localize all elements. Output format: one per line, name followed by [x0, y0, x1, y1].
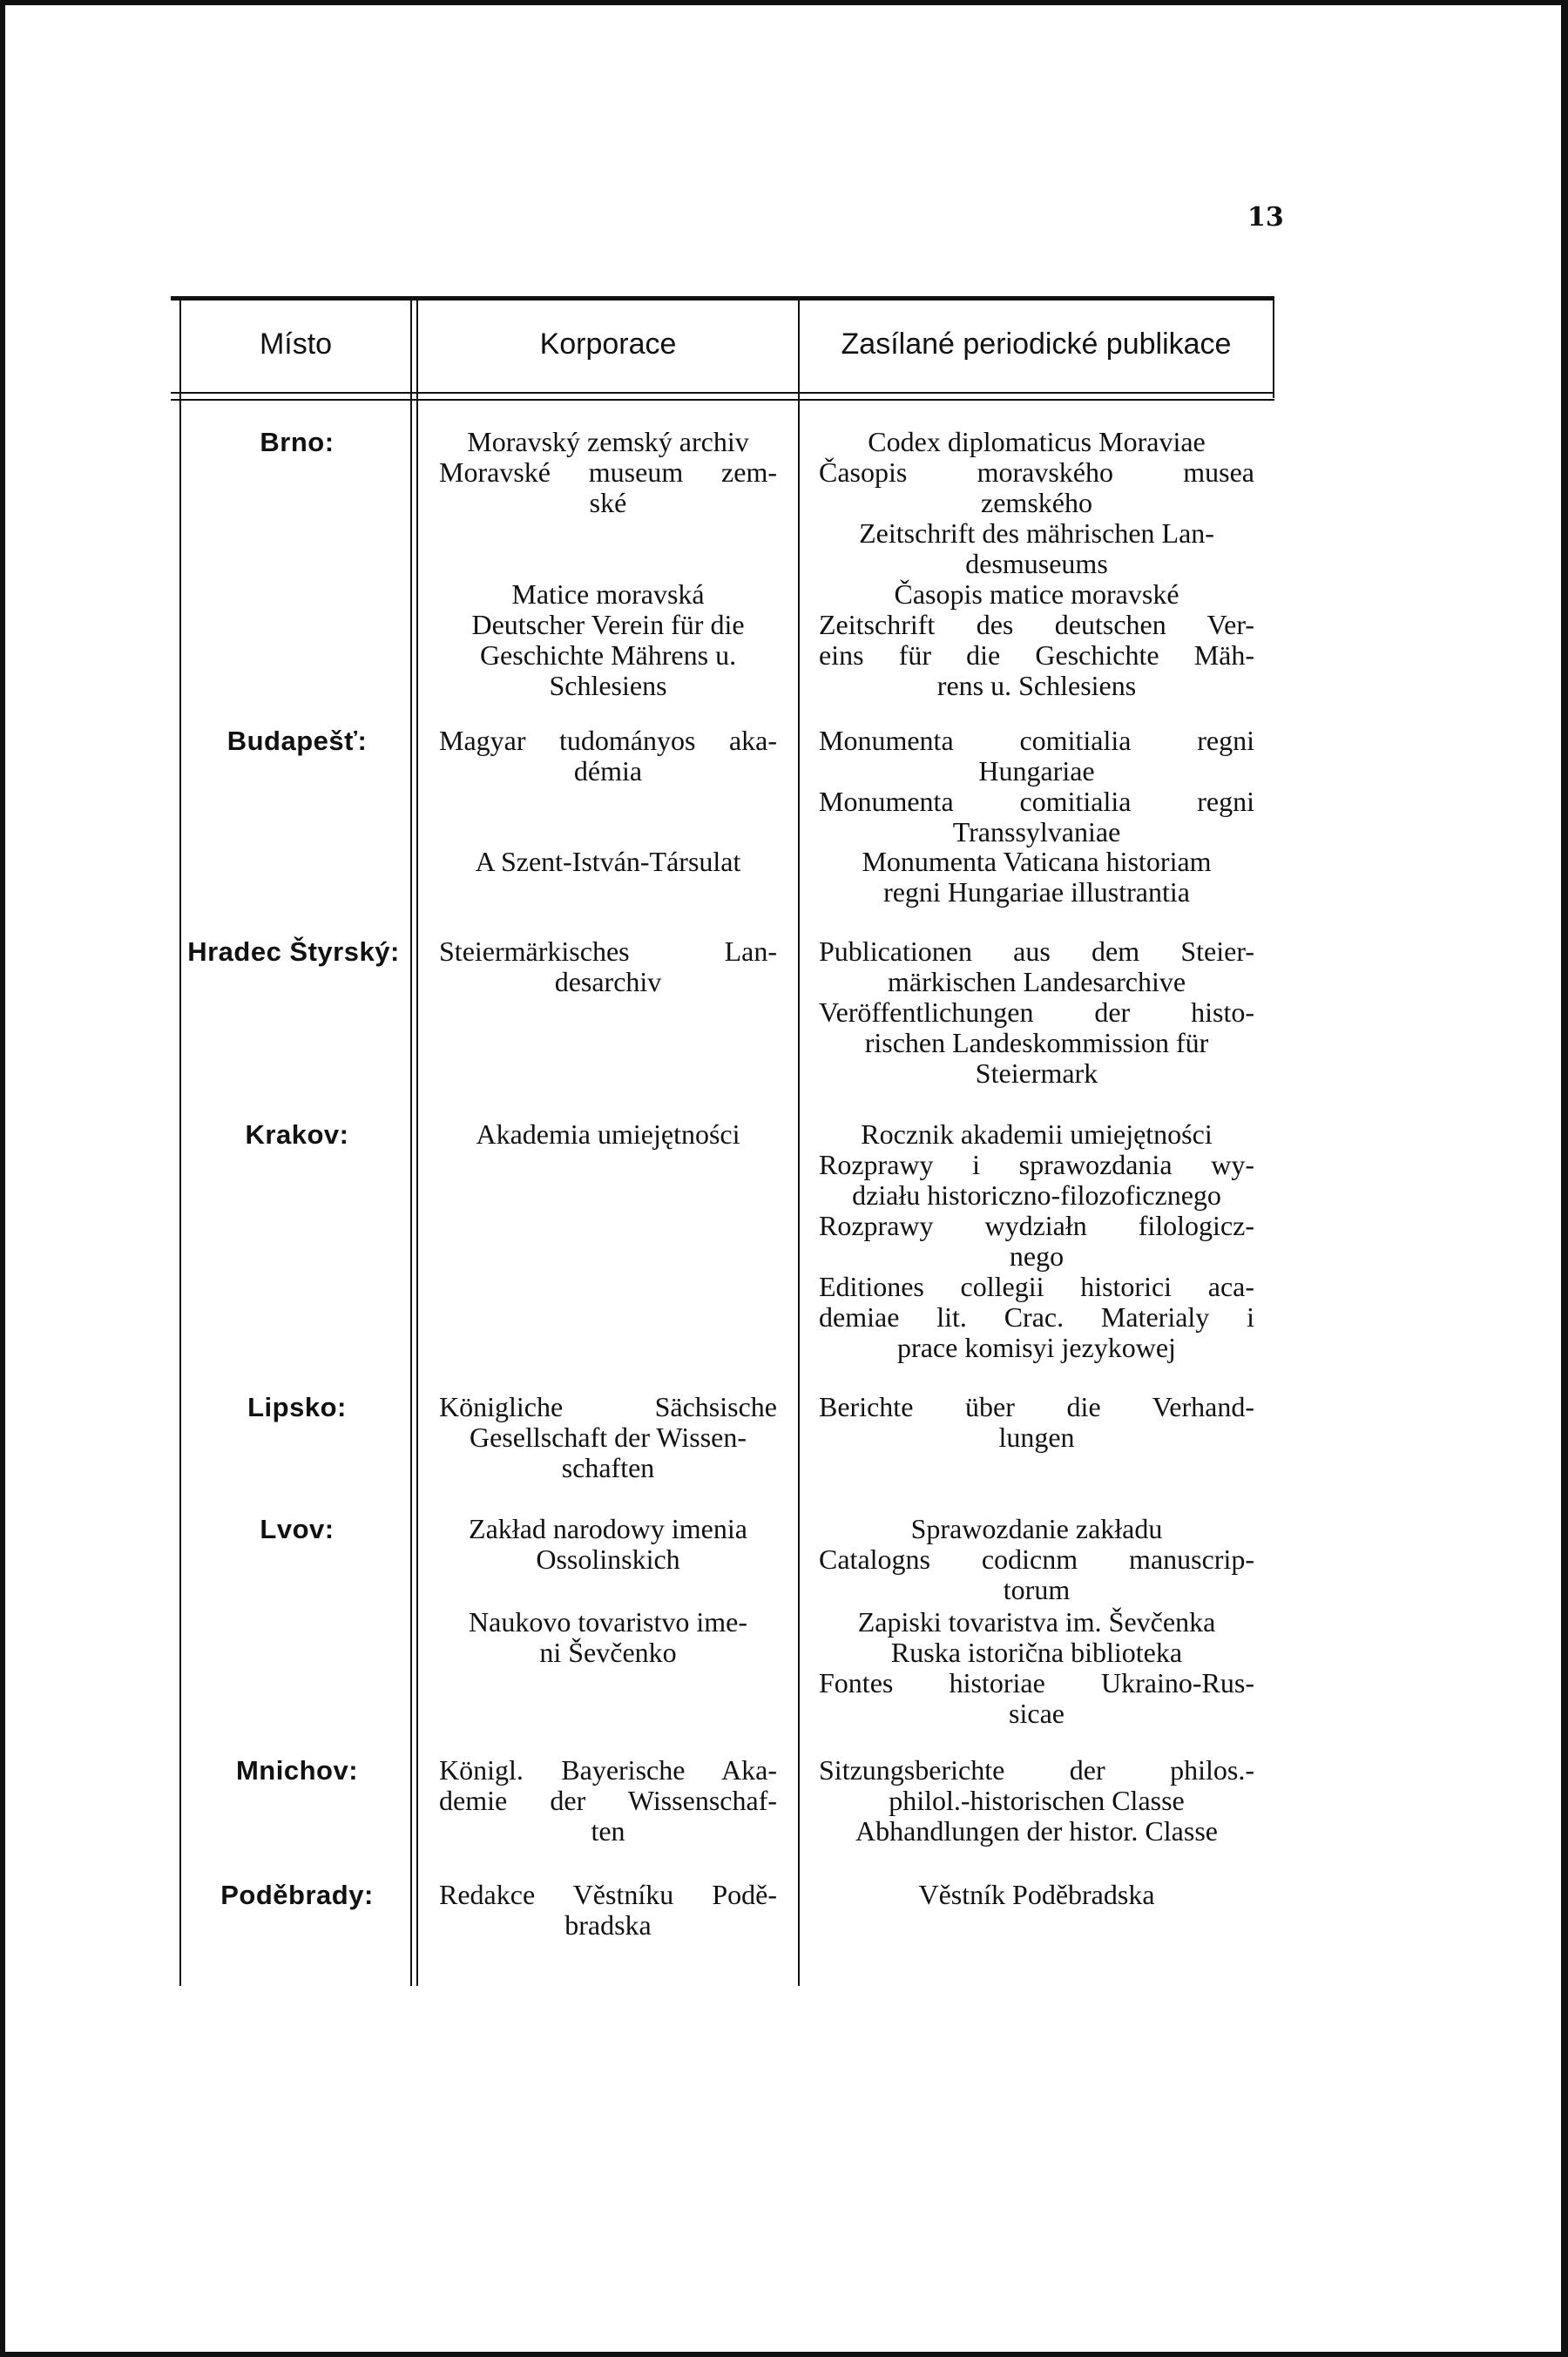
corporation-line: desarchiv [554, 966, 662, 997]
corporation-entry [439, 936, 777, 997]
column-rule-2 [798, 301, 800, 1986]
corporation-line: ni Ševčenko [539, 1637, 677, 1668]
publication-line: philol.-historischen Classe [889, 1785, 1185, 1816]
publication-entry [819, 610, 1254, 701]
corporation-entry [439, 579, 777, 610]
corporation-line: Moravské museum zem- [439, 456, 777, 488]
corporation-entry [439, 427, 777, 518]
publication-entry [819, 1119, 1254, 1150]
publication-entry [819, 579, 1254, 610]
publication-line: Abhandlungen der histor. Classe [855, 1815, 1218, 1847]
publication-line: Berichte über die Verhand- [819, 1391, 1254, 1422]
header-corporation: Korporace [539, 328, 677, 361]
publication-entry [819, 1544, 1254, 1605]
place-cell: Brno: [260, 427, 335, 457]
publication-line: Codex diplomaticus Moraviae [868, 426, 1206, 457]
place-cell: Mnichov: [235, 1755, 359, 1786]
corporation-line: Königl. Bayerische Aka- [439, 1754, 777, 1786]
publication-entry [819, 1816, 1254, 1847]
column-rule-left [179, 301, 181, 1986]
publication-entry [819, 457, 1254, 518]
corporation-line: Gesellschaft der Wissen- [469, 1422, 747, 1453]
scan-border-top [0, 0, 1568, 5]
publication-line: Ruska istorična biblioteka [890, 1637, 1183, 1668]
publication-entry [819, 1668, 1254, 1729]
publication-line: Monumenta comitialia regni [819, 786, 1254, 817]
publication-line: torum [1003, 1574, 1071, 1605]
corporation-line: Geschichte Mährens u. [479, 639, 737, 671]
corporation-line: Ossolinskich [536, 1543, 680, 1575]
publication-entry [819, 1607, 1254, 1638]
table-top-rule [171, 296, 1274, 301]
publication-entry [819, 1150, 1254, 1211]
place-cell: Budapešť: [226, 726, 368, 756]
publication-entry [819, 1514, 1254, 1544]
header-rule-double [171, 399, 1274, 401]
publication-line: eins für die Geschichte Mäh- [819, 639, 1254, 671]
publication-line: Steiermark [975, 1057, 1098, 1089]
publication-entry [819, 1211, 1254, 1272]
scan-border-right [1561, 0, 1568, 2357]
column-rule-right [1273, 301, 1274, 398]
publication-line: Veröffentlichungen der histo- [819, 996, 1254, 1028]
corporation-line: Schlesiens [549, 670, 667, 701]
publication-line: Publicationen aus dem Steier- [819, 935, 1254, 967]
corporation-entry [439, 726, 777, 787]
publication-line: Časopis moravského musea [819, 456, 1254, 488]
publication-line: märkischen Landesarchive [887, 966, 1186, 997]
header-rule [171, 392, 1274, 394]
corporation-entry [439, 610, 777, 701]
publication-line: Zeitschrift des mährischen Lan- [859, 517, 1214, 549]
corporation-line: Redakce Věstníku Podě- [439, 1879, 777, 1910]
header-place: Místo [259, 328, 333, 361]
corporation-line: ten [591, 1815, 625, 1847]
publication-line: Transsylvaniae [952, 816, 1121, 848]
publication-entry [819, 518, 1254, 579]
publication-line: Sprawozdanie zakładu [910, 1513, 1163, 1544]
corporation-entry [439, 1514, 777, 1575]
publication-line: Zeitschrift des deutschen Ver- [819, 609, 1254, 640]
header-publications: Zasílané periodické publikace [841, 328, 1232, 361]
corporation-line: ské [589, 487, 627, 518]
publication-line: desmuseums [965, 548, 1108, 579]
corporation-line: A Szent-István-Társulat [475, 846, 741, 877]
publication-entry [819, 1272, 1254, 1363]
publication-entry [819, 1755, 1254, 1816]
publication-entry [819, 1638, 1254, 1668]
publication-entry [819, 847, 1254, 908]
publication-line: rischen Landeskommission für [864, 1027, 1209, 1058]
corporation-line: Zakład narodowy imenia [469, 1513, 747, 1544]
publication-line: Zapiski tovaristva im. Ševčenka [857, 1606, 1216, 1638]
corporation-line: Magyar tudományos aka- [439, 725, 777, 756]
publication-line: Věstník Poděbradska [918, 1879, 1155, 1910]
column-rule-1 [410, 301, 412, 1986]
publication-line: zemského [981, 487, 1092, 518]
publication-line: Časopis matice moravské [894, 578, 1179, 610]
place-cell: Hradec Štyrský: [187, 936, 400, 967]
publication-line: rens u. Schlesiens [936, 670, 1137, 701]
corporation-entry [439, 1119, 777, 1150]
publication-line: działu historiczno-filozoficznego [852, 1179, 1221, 1211]
publication-entry [819, 997, 1254, 1089]
column-rule-1-double [416, 301, 418, 1986]
publication-line: regni Hungariae illustrantia [883, 876, 1190, 908]
place-cell: Lvov: [260, 1514, 335, 1544]
scan-border-left [0, 0, 5, 2357]
publication-entry [819, 726, 1254, 787]
publication-line: Fontes historiae Ukraino-Rus- [819, 1667, 1254, 1699]
exchange-table [171, 296, 1274, 1986]
publication-line: prace komisyi jezykowej [897, 1332, 1176, 1363]
publication-entry [819, 936, 1254, 997]
corporation-line: demie der Wissenschaf- [439, 1785, 777, 1816]
corporation-entry [439, 1755, 777, 1847]
corporation-entry [439, 847, 777, 877]
corporation-line: Akademia umiejętności [476, 1118, 740, 1150]
publication-line: Monumenta Vaticana historiam [862, 846, 1212, 877]
corporation-entry [439, 1607, 777, 1668]
publication-line: Rozprawy i sprawozdania wy- [819, 1149, 1254, 1180]
publication-line: Sitzungsberichte der philos.- [819, 1754, 1254, 1786]
publication-line: Rozprawy wydziałn filologicz- [819, 1210, 1254, 1241]
corporation-line: Matice moravská [511, 578, 705, 610]
corporation-line: Deutscher Verein für die [471, 609, 745, 640]
page-number: 13 [1247, 202, 1284, 233]
corporation-line: Königliche Sächsische [439, 1391, 777, 1422]
publication-line: Hungariae [978, 755, 1095, 787]
publication-line: Catalogns codicnm manuscrip- [819, 1543, 1254, 1575]
place-cell: Krakov: [245, 1119, 349, 1150]
corporation-entry [439, 1880, 777, 1941]
publication-line: sicae [1009, 1698, 1064, 1729]
scan-border-bottom [0, 2352, 1568, 2357]
corporation-line: Moravský zemský archiv [467, 426, 749, 457]
corporation-line: bradska [564, 1909, 652, 1941]
publication-line: nego [1009, 1240, 1064, 1272]
corporation-line: démia [573, 755, 643, 787]
corporation-line: Steiermärkisches Lan- [439, 935, 777, 967]
place-cell: Poděbrady: [220, 1880, 374, 1910]
publication-entry [819, 787, 1254, 848]
publication-entry [819, 427, 1254, 457]
publication-entry [819, 1392, 1254, 1453]
publication-line: demiae lit. Crac. Materialy i [819, 1301, 1254, 1333]
publication-line: Monumenta comitialia regni [819, 725, 1254, 756]
publication-line: Editiones collegii historici aca- [819, 1271, 1254, 1302]
corporation-entry [439, 1392, 777, 1483]
publication-line: Rocznik akademii umiejętności [861, 1118, 1213, 1150]
publication-line: lungen [998, 1422, 1075, 1453]
place-cell: Lipsko: [247, 1392, 347, 1422]
corporation-line: schaften [561, 1452, 655, 1483]
publication-entry [819, 1880, 1254, 1910]
corporation-line: Naukovo tovaristvo ime- [469, 1606, 747, 1638]
